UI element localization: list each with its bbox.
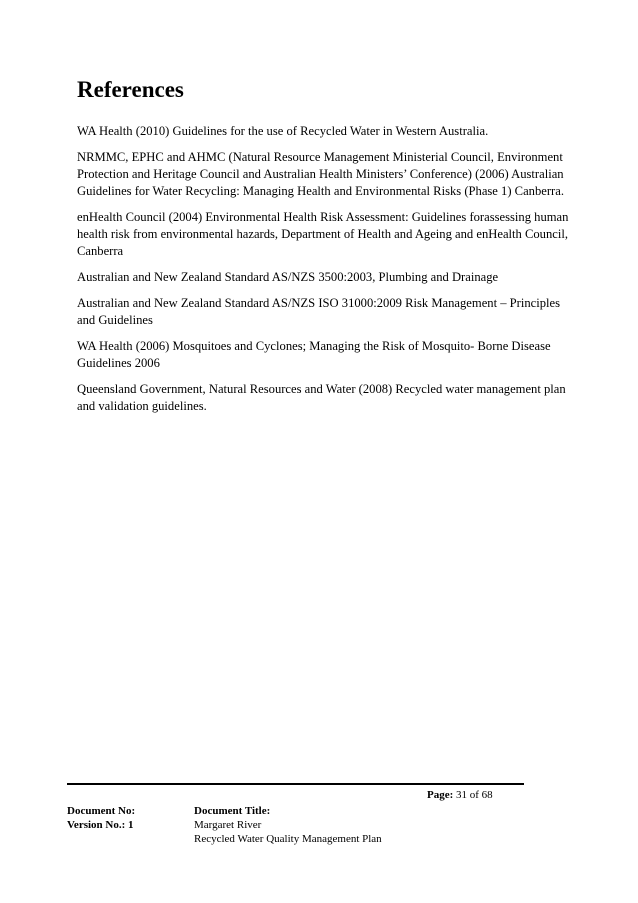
reference-item: WA Health (2006) Mosquitoes and Cyclones; Managing the Risk of Mosquito- Borne Disease Guidelines 2006 (77, 339, 551, 370)
document-title-line: Recycled Water Quality Management Plan (194, 833, 382, 845)
document-number-label: Document No: (67, 805, 136, 817)
page-number-label: Page: (427, 789, 454, 801)
page-heading: References (77, 77, 184, 102)
reference-item: WA Health (2010) Guidelines for the use of Recycled Water in Western Australia. (77, 124, 489, 138)
page-number (427, 788, 493, 802)
reference-item: Australian and New Zealand Standard AS/NZS 3500:2003, Plumbing and Drainage (77, 270, 499, 284)
footer-divider (67, 783, 524, 785)
page-number-value: 31 of 68 (456, 789, 493, 801)
document-title-label: Document Title: (194, 805, 271, 817)
reference-item: Queensland Government, Natural Resources and Water (2008) Recycled water management plan and validation guidelines. (77, 382, 566, 413)
reference-item: enHealth Council (2004) Environmental Health Risk Assessment: Guidelines forassessing human health risk from environmental hazards, Department of Health and Ageing and enHealth Council, Canberra (77, 210, 569, 258)
footer-document-title (194, 804, 382, 846)
footer-document-info (67, 804, 135, 832)
reference-item: NRMMC, EPHC and AHMC (Natural Resource Management Ministerial Council, Environment Protection and Heritage Council and Australian Health Ministers’ Conference) (2006) Australian Guidelines for Water Recycling: Managing Health and Environmental Risks (Phase 1) Canberra. (77, 150, 564, 198)
reference-item: Australian and New Zealand Standard AS/NZS ISO 31000:2009 Risk Management – Principles and Guidelines (77, 296, 561, 327)
version-number-label: Version No.: 1 (67, 819, 134, 831)
document-title-line: Margaret River (194, 819, 262, 831)
reference-list (77, 123, 577, 424)
